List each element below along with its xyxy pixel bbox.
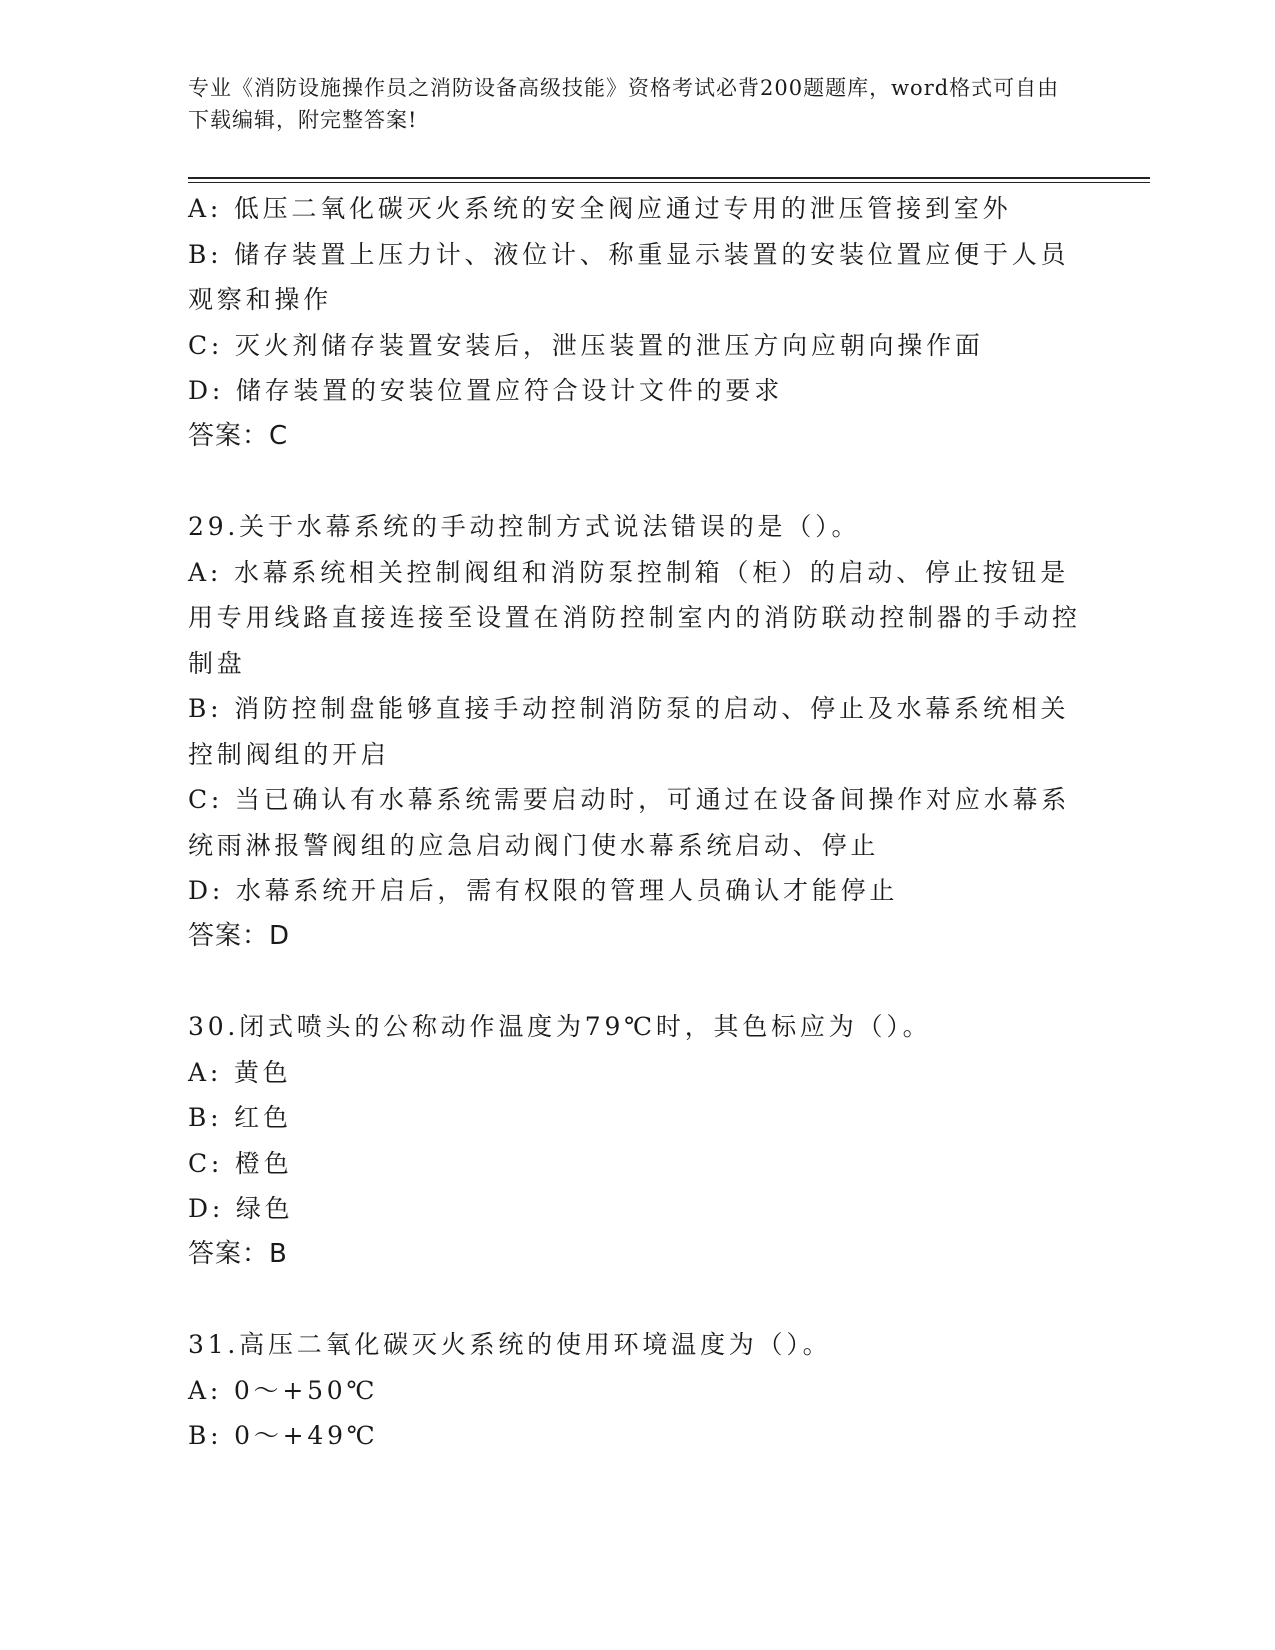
option-c: C: 灭火剂储存装置安装后，泄压装置的泄压方向应朝向操作面	[188, 330, 984, 360]
option-b: B: 红色	[188, 1103, 292, 1132]
block-spacer	[188, 1277, 1088, 1322]
header-rule-thick	[188, 177, 1150, 179]
block-spacer	[188, 459, 1088, 504]
option-d: D: 绿色	[188, 1194, 294, 1223]
option-a: A: 0～+50℃	[188, 1375, 379, 1405]
option-d: D: 水幕系统开启后，需有权限的管理人员确认才能停止	[188, 876, 899, 905]
question-block	[188, 1004, 1088, 1277]
block-spacer	[188, 959, 1088, 1004]
question-text: 31.高压二氧化碳灭火系统的使用环境温度为（）。	[188, 1330, 832, 1359]
answer-line: 答案：C	[188, 420, 289, 451]
question-list	[188, 186, 1088, 1459]
option-b: B: 消防控制盘能够直接手动控制消防泵的启动、停止及水幕系统相关控制阀组的开启	[188, 694, 1070, 769]
answer-line: 答案：B	[188, 1238, 288, 1269]
option-a: A: 水幕系统相关控制阀组和消防泵控制箱（柜）的启动、停止按钮是用专用线路直接连接至设置在消防控制室内的消防联动控制器的手动控制盘	[188, 557, 1081, 678]
option-c: C: 当已确认有水幕系统需要启动时，可通过在设备间操作对应水幕系统雨淋报警阀组的应急启动阀门使水幕系统启动、停止	[188, 785, 1071, 860]
option-a: A: 低压二氧化碳灭火系统的安全阀应通过专用的泄压管接到室外	[188, 194, 1012, 223]
question-text: 29.关于水幕系统的手动控制方式说法错误的是（）。	[188, 512, 861, 541]
option-d: D: 储存装置的安装位置应符合设计文件的要求	[188, 376, 784, 405]
option-b: B: 储存装置上压力计、液位计、称重显示装置的安装位置应便于人员观察和操作	[188, 239, 1070, 314]
header-rule-thin	[188, 182, 1150, 183]
answer-line: 答案：D	[188, 920, 291, 951]
document-header: 专业《消防设施操作员之消防设备高级技能》资格考试必背200题题库，word格式可自由下载编辑，附完整答案!	[188, 76, 1060, 132]
question-block	[188, 504, 1088, 959]
question-block	[188, 186, 1088, 459]
option-c: C: 橙色	[188, 1148, 293, 1178]
option-b: B: 0～+49℃	[188, 1421, 379, 1450]
option-a: A: 黄色	[188, 1057, 292, 1087]
question-text: 30.闭式喷头的公称动作温度为79℃时，其色标应为（）。	[188, 1012, 932, 1041]
question-block	[188, 1322, 1088, 1459]
